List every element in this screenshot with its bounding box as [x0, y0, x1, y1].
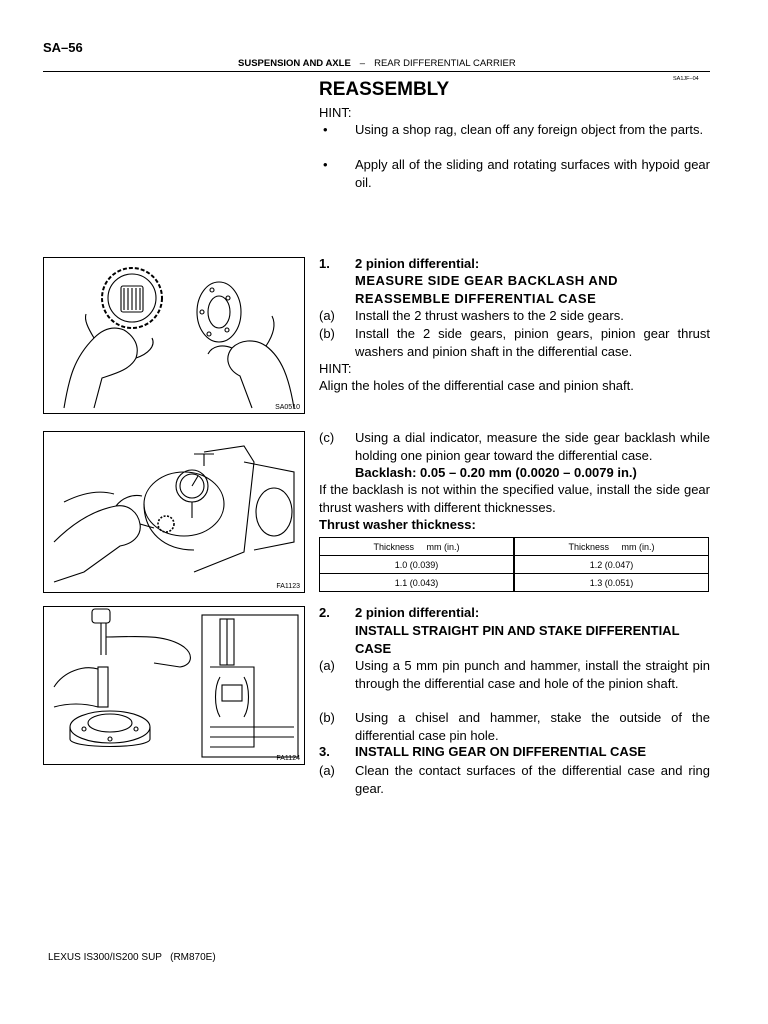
hint-label: HINT: [319, 361, 352, 376]
footer-model: LEXUS IS300/IS200 SUP (RM870E) [48, 952, 216, 963]
table-row [320, 574, 709, 592]
step-title: INSTALL RING GEAR ON DIFFERENTIAL CASE [355, 744, 647, 759]
illustration-dial-indicator [44, 432, 304, 592]
table-cell: 1.3 (0.051) [514, 574, 709, 592]
table-cell: 1.2 (0.047) [514, 556, 709, 574]
running-header [238, 58, 516, 69]
page-number: SA–56 [43, 40, 83, 55]
header-rule [43, 71, 710, 72]
backlash-spec: Backlash: 0.05 – 0.20 mm (0.0020 – 0.0079 in.) [355, 465, 637, 480]
subsection-title: REAR DIFFERENTIAL CARRIER [374, 58, 516, 69]
substep-text: Using a chisel and hammer, stake the outside of the differential case pin hole. [355, 710, 710, 743]
table-cell: 1.1 (0.043) [320, 574, 515, 592]
substep-text: Install the 2 side gears, pinion gears, pinion gear thrust washers and pinion shaft in the differential case. [355, 326, 710, 359]
substep-label: (c) [319, 430, 335, 445]
substep-text: Clean the contact surfaces of the differential case and ring gear. [355, 763, 710, 796]
bullet-text: Apply all of the sliding and rotating surfaces with hypoid gear oil. [355, 157, 710, 190]
thrust-washer-table [319, 537, 709, 592]
step-subtitle: INSTALL STRAIGHT PIN AND STAKE DIFFERENTIAL CASE [355, 623, 680, 656]
substep-label: (b) [319, 710, 335, 725]
substep-label: (a) [319, 763, 335, 778]
table-header-cell: Thickness mm (in.) [514, 538, 709, 556]
substep-text: Install the 2 thrust washers to the 2 side gears. [355, 308, 624, 323]
hint-text: Align the holes of the differential case and pinion shaft. [319, 378, 634, 393]
table-row [320, 556, 709, 574]
substep-label: (a) [319, 308, 335, 323]
figure-code: FA1123 [276, 583, 300, 590]
backlash-note: If the backlash is not within the specified value, install the side gear thrust washers with different thicknesses. [319, 482, 710, 515]
doc-code: SA1JF–04 [673, 76, 699, 82]
page-title: REASSEMBLY [319, 79, 450, 100]
illustration-pin-punch-and-stake [44, 607, 304, 764]
step-number: 1. [319, 256, 330, 271]
figure-code: FA1124 [276, 755, 300, 762]
hint-label: HINT: [319, 105, 352, 120]
section-title: SUSPENSION AND AXLE [238, 58, 351, 69]
substep-label: (a) [319, 658, 335, 673]
header-dash: – [359, 58, 366, 69]
figure-side-gear-thrust-washer [43, 257, 305, 414]
bullet-mark: • [323, 122, 328, 137]
table-cell: 1.0 (0.039) [320, 556, 515, 574]
illustration-gear-and-washer [44, 258, 304, 413]
figure-code: SA0510 [275, 404, 300, 411]
bullet-text: Using a shop rag, clean off any foreign object from the parts. [355, 122, 704, 137]
step-number: 2. [319, 605, 330, 620]
step-number: 3. [319, 744, 330, 759]
substep-label: (b) [319, 326, 335, 341]
bullet-mark: • [323, 157, 328, 172]
figure-dial-indicator [43, 431, 305, 593]
substep-text: Using a 5 mm pin punch and hammer, install the straight pin through the differential case and hole of the pinion shaft. [355, 658, 710, 691]
table-header-cell: Thickness mm (in.) [320, 538, 515, 556]
step-subtitle: MEASURE SIDE GEAR BACKLASH AND REASSEMBLE DIFFERENTIAL CASE [355, 273, 618, 306]
figure-straight-pin [43, 606, 305, 765]
table-header-row [320, 538, 709, 556]
step-title: 2 pinion differential: [355, 256, 480, 271]
table-title: Thrust washer thickness: [319, 517, 476, 532]
step-title: 2 pinion differential: [355, 605, 480, 620]
substep-text: Using a dial indicator, measure the side gear backlash while holding one pinion gear toward the differential case. [355, 430, 710, 463]
